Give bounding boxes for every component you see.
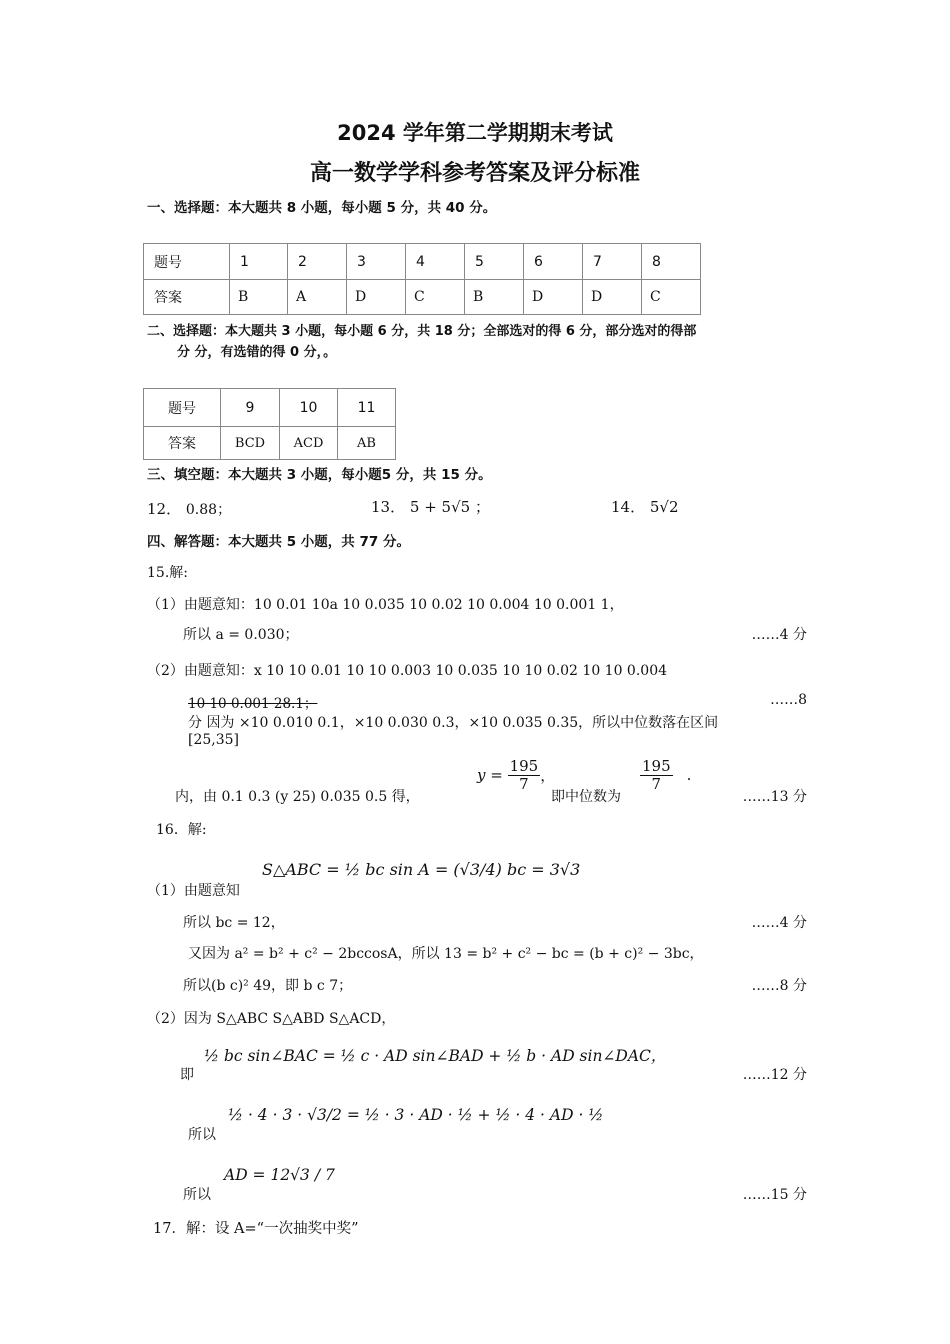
q16-label: 16．解: bbox=[156, 822, 207, 838]
table1-num: 1 bbox=[230, 244, 288, 280]
q16-p1-score1: ……4 分 bbox=[751, 915, 807, 931]
table2-answer: AB bbox=[338, 427, 396, 460]
fraction bbox=[508, 758, 541, 792]
table1-answer: C bbox=[406, 280, 465, 315]
table1-answer: B bbox=[230, 280, 288, 315]
q15-label: 15.解: bbox=[147, 565, 188, 581]
fraction-denominator: 7 bbox=[519, 774, 529, 793]
table2-num: 11 bbox=[338, 389, 396, 427]
title-line2: 高一数学学科参考答案及评分标准 bbox=[309, 161, 640, 186]
fraction-numerator: 195 bbox=[642, 757, 671, 775]
table1-num: 2 bbox=[288, 244, 347, 280]
q16-p1-lead: （1）由题意知 bbox=[147, 883, 240, 899]
table1-label-a: 答案 bbox=[144, 280, 230, 315]
table1-answer: D bbox=[524, 280, 583, 315]
q15-p2-line2: 10 10 0.001 28.1； bbox=[188, 696, 318, 712]
section1-heading: 一、选择题：本大题共 8 小题，每小题 5 分，共 40 分。 bbox=[147, 200, 497, 216]
q14-answer: 5√2 bbox=[649, 498, 679, 516]
table1-num: 6 bbox=[524, 244, 583, 280]
q12-number: 12 bbox=[147, 500, 167, 518]
q16-p2-line1: （2）因为 S△ABC S△ABD S△ACD， bbox=[147, 1011, 396, 1027]
q14-number: 14 bbox=[611, 498, 631, 516]
table2-label-a: 答案 bbox=[144, 427, 221, 460]
table1-answer: A bbox=[288, 280, 347, 315]
q16-p1-line2: 所以 bc = 12， bbox=[183, 915, 285, 931]
table1-num: 5 bbox=[465, 244, 524, 280]
table1-num: 3 bbox=[347, 244, 406, 280]
q16-p2-score2: ……15 分 bbox=[742, 1187, 807, 1203]
q16-p2-lead: 即 bbox=[180, 1067, 194, 1083]
q15-y-fraction: y = $\frac{195}{7}$ ， bbox=[477, 757, 556, 793]
table1-num: 7 bbox=[583, 244, 642, 280]
table2-answer: ACD bbox=[280, 427, 338, 460]
section2-answer-table bbox=[143, 388, 396, 460]
table2-num: 9 bbox=[221, 389, 280, 427]
q13-answer: 5 + 5√5 ； bbox=[409, 498, 490, 516]
q16-p1-score2: ……8 分 bbox=[751, 978, 807, 994]
q15-p1-line2: 所以 a = 0.030； bbox=[183, 627, 299, 643]
q14: 14． 5√2 bbox=[611, 498, 679, 516]
q16-p2-score1: ……12 分 bbox=[742, 1067, 807, 1083]
q15-p2-score2: ……13 分 bbox=[742, 789, 807, 805]
table2-num: 10 bbox=[280, 389, 338, 427]
section2-heading-line1: 二、选择题：本大题共 3 小题，每小题 6 分，共 18 分；全部选对的得 6 分，部分选对的得部 bbox=[147, 324, 697, 339]
q16-p2-formula: ½ bc sin∠BAC = ½ c · AD sin∠BAD + ½ b · AD sin∠DAC， bbox=[204, 1047, 667, 1065]
q13: 13． 5 + 5√5 ； bbox=[371, 498, 490, 516]
q15-median-fraction: $\frac{195}{7}$ . bbox=[642, 757, 692, 793]
section4-heading: 四、解答题：本大题共 5 小题，共 77 分。 bbox=[147, 534, 410, 550]
table1-answer: D bbox=[583, 280, 642, 315]
q12: 12． 0.88； bbox=[147, 500, 232, 518]
fraction-denominator: 7 bbox=[651, 774, 662, 793]
section2-heading-line2: 分 分，有选错的得 0 分，。 bbox=[177, 345, 337, 360]
table1-label-q: 题号 bbox=[144, 244, 230, 280]
q16-p1-line4: 所以(b c)² 49，即 b c 7； bbox=[183, 978, 353, 994]
q15-p2-line5a: 内，由 0.1 0.3 (y 25) 0.035 0.5 得， bbox=[175, 789, 420, 805]
q17-label: 17．解：设 A=“一次抽奖中奖” bbox=[153, 1221, 359, 1237]
q15-p1-score: ……4 分 bbox=[751, 627, 807, 643]
fraction bbox=[640, 758, 673, 792]
table1-num: 4 bbox=[406, 244, 465, 280]
q15-p2-score: ……8 bbox=[770, 692, 807, 708]
q16-p2-formula2: ½ · 4 · 3 · √3/2 = ½ · 3 · AD · ½ + ½ · 4 · AD · ½ bbox=[228, 1106, 604, 1124]
q16-p2-lead3: 所以 bbox=[183, 1187, 211, 1203]
table1-num: 8 bbox=[642, 244, 701, 280]
q16-p1-formula: S△ABC = ½ bc sin A = (√3/4) bc = 3√3 bbox=[262, 860, 581, 879]
table1-answer: C bbox=[642, 280, 701, 315]
q16-p1-line3: 又因为 a² = b² + c² − 2bccosA，所以 13 = b² + c² − bc = (b + c)² − 3bc， bbox=[188, 946, 704, 962]
table2-label-q: 题号 bbox=[144, 389, 221, 427]
q15-p1-line1: （1）由题意知：10 0.01 10a 10 0.035 10 0.02 10 0.004 10 0.001 1， bbox=[147, 597, 624, 613]
q15-p2-line4: [25,35] bbox=[188, 732, 240, 748]
table1-answer: D bbox=[347, 280, 406, 315]
q15-y-lhs: y = bbox=[477, 766, 503, 784]
title-line1: 2024 学年第二学期期末考试 bbox=[337, 121, 613, 145]
q15-p2-line1: （2）由题意知：x 10 10 0.01 10 10 0.003 10 0.035 10 10 0.02 10 10 0.004 bbox=[147, 663, 668, 679]
q15-p2-line5b: 即中位数为 bbox=[551, 789, 621, 805]
q15-p2-line3: 分 因为 ×10 0.010 0.1，×10 0.030 0.3，×10 0.035 0.35，所以中位数落在区间 bbox=[188, 715, 719, 731]
q12-answer: 0.88； bbox=[185, 502, 232, 518]
q16-p2-formula3: AD = 12√3 / 7 bbox=[224, 1166, 335, 1184]
q16-p2-lead2: 所以 bbox=[188, 1127, 216, 1143]
section3-heading: 三、填空题：本大题共 3 小题，每小题5 分，共 15 分。 bbox=[147, 467, 492, 483]
table2-answer: BCD bbox=[221, 427, 280, 460]
table1-answer: B bbox=[465, 280, 524, 315]
fraction-numerator: 195 bbox=[509, 757, 539, 775]
section1-answer-table bbox=[143, 243, 701, 315]
q13-number: 13 bbox=[371, 498, 391, 516]
